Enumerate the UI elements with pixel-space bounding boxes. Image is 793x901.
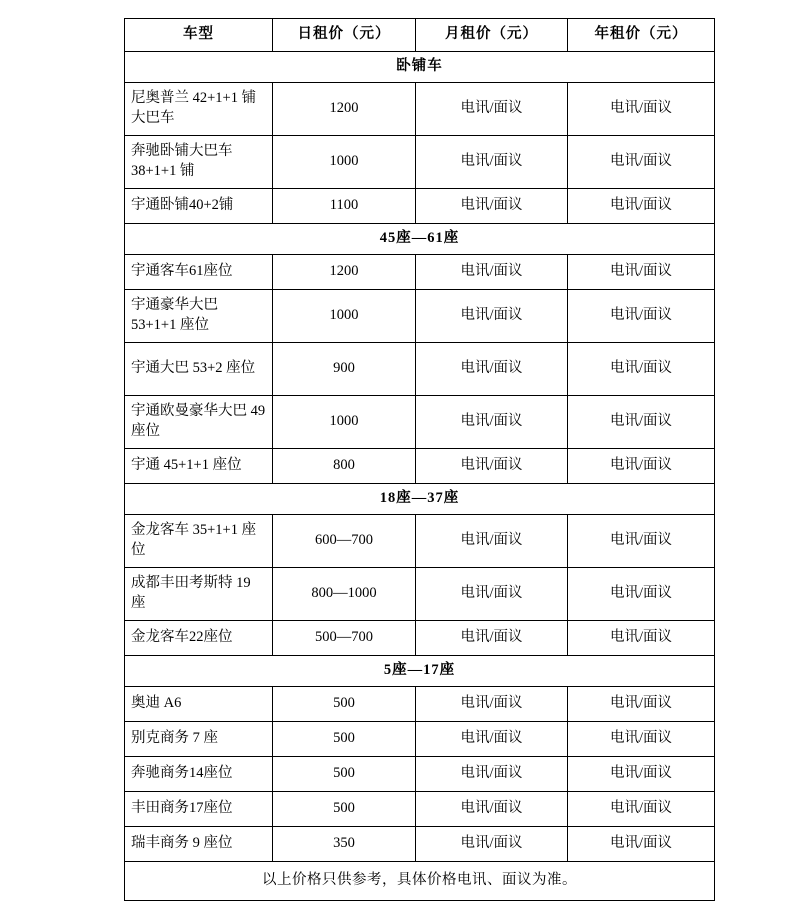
table-row xyxy=(125,255,715,290)
cell-month-rate: 电讯/面议 xyxy=(416,722,568,757)
cell-model: 宇通豪华大巴 53+1+1 座位 xyxy=(125,290,273,343)
section-header-row xyxy=(125,52,715,83)
cell-year-rate: 电讯/面议 xyxy=(568,189,715,224)
cell-model: 宇通卧铺40+2铺 xyxy=(125,189,273,224)
cell-month-rate: 电讯/面议 xyxy=(416,515,568,568)
cell-model: 宇通大巴 53+2 座位 xyxy=(125,343,273,396)
table-row xyxy=(125,343,715,396)
table-footer-row xyxy=(125,862,715,901)
cell-day-rate: 1200 xyxy=(273,83,416,136)
table-row xyxy=(125,136,715,189)
cell-year-rate: 电讯/面议 xyxy=(568,827,715,862)
cell-year-rate: 电讯/面议 xyxy=(568,568,715,621)
cell-month-rate: 电讯/面议 xyxy=(416,568,568,621)
cell-model: 金龙客车 35+1+1 座位 xyxy=(125,515,273,568)
cell-year-rate: 电讯/面议 xyxy=(568,255,715,290)
table-row xyxy=(125,827,715,862)
cell-month-rate: 电讯/面议 xyxy=(416,827,568,862)
cell-year-rate: 电讯/面议 xyxy=(568,792,715,827)
cell-year-rate: 电讯/面议 xyxy=(568,621,715,656)
cell-day-rate: 1000 xyxy=(273,396,416,449)
table-row xyxy=(125,687,715,722)
table-body xyxy=(125,19,715,901)
cell-day-rate: 600—700 xyxy=(273,515,416,568)
table-row xyxy=(125,449,715,484)
cell-model: 奔驰商务14座位 xyxy=(125,757,273,792)
cell-month-rate: 电讯/面议 xyxy=(416,792,568,827)
cell-model: 瑞丰商务 9 座位 xyxy=(125,827,273,862)
cell-day-rate: 500 xyxy=(273,757,416,792)
cell-day-rate: 800—1000 xyxy=(273,568,416,621)
section-header-row xyxy=(125,224,715,255)
cell-model: 尼奥普兰 42+1+1 铺大巴车 xyxy=(125,83,273,136)
cell-day-rate: 500—700 xyxy=(273,621,416,656)
cell-day-rate: 350 xyxy=(273,827,416,862)
cell-year-rate: 电讯/面议 xyxy=(568,515,715,568)
table-row xyxy=(125,83,715,136)
cell-month-rate: 电讯/面议 xyxy=(416,757,568,792)
cell-month-rate: 电讯/面议 xyxy=(416,255,568,290)
section-title: 18座—37座 xyxy=(125,484,715,515)
table-row xyxy=(125,396,715,449)
header-cell-month-rate: 月租价（元） xyxy=(416,19,568,52)
cell-day-rate: 900 xyxy=(273,343,416,396)
cell-day-rate: 500 xyxy=(273,722,416,757)
cell-month-rate: 电讯/面议 xyxy=(416,290,568,343)
cell-day-rate: 1100 xyxy=(273,189,416,224)
cell-model: 奔驰卧铺大巴车 38+1+1 铺 xyxy=(125,136,273,189)
table-row xyxy=(125,757,715,792)
cell-model: 别克商务 7 座 xyxy=(125,722,273,757)
cell-year-rate: 电讯/面议 xyxy=(568,449,715,484)
cell-year-rate: 电讯/面议 xyxy=(568,136,715,189)
cell-month-rate: 电讯/面议 xyxy=(416,687,568,722)
cell-year-rate: 电讯/面议 xyxy=(568,343,715,396)
footer-note: 以上价格只供参考，具体价格电讯、面议为准。 xyxy=(125,862,715,901)
table-row xyxy=(125,568,715,621)
cell-month-rate: 电讯/面议 xyxy=(416,136,568,189)
cell-month-rate: 电讯/面议 xyxy=(416,343,568,396)
cell-year-rate: 电讯/面议 xyxy=(568,290,715,343)
table-row xyxy=(125,290,715,343)
cell-model: 宇通 45+1+1 座位 xyxy=(125,449,273,484)
cell-model: 成都丰田考斯特 19 座 xyxy=(125,568,273,621)
table-row xyxy=(125,189,715,224)
cell-model: 宇通欧曼豪华大巴 49 座位 xyxy=(125,396,273,449)
cell-month-rate: 电讯/面议 xyxy=(416,189,568,224)
cell-model: 奥迪 A6 xyxy=(125,687,273,722)
header-cell-model: 车型 xyxy=(125,19,273,52)
cell-model: 丰田商务17座位 xyxy=(125,792,273,827)
header-cell-day-rate: 日租价（元） xyxy=(273,19,416,52)
cell-day-rate: 1200 xyxy=(273,255,416,290)
table-header-row xyxy=(125,19,715,52)
cell-model: 金龙客车22座位 xyxy=(125,621,273,656)
section-title: 5座—17座 xyxy=(125,656,715,687)
section-title: 45座—61座 xyxy=(125,224,715,255)
rate-table-container xyxy=(124,18,714,901)
cell-month-rate: 电讯/面议 xyxy=(416,621,568,656)
cell-month-rate: 电讯/面议 xyxy=(416,83,568,136)
cell-day-rate: 500 xyxy=(273,687,416,722)
table-row xyxy=(125,515,715,568)
cell-month-rate: 电讯/面议 xyxy=(416,449,568,484)
cell-year-rate: 电讯/面议 xyxy=(568,83,715,136)
table-row xyxy=(125,722,715,757)
section-title: 卧铺车 xyxy=(125,52,715,83)
cell-month-rate: 电讯/面议 xyxy=(416,396,568,449)
cell-year-rate: 电讯/面议 xyxy=(568,396,715,449)
table-row xyxy=(125,792,715,827)
cell-year-rate: 电讯/面议 xyxy=(568,722,715,757)
header-cell-year-rate: 年租价（元） xyxy=(568,19,715,52)
cell-model: 宇通客车61座位 xyxy=(125,255,273,290)
table-row xyxy=(125,621,715,656)
cell-day-rate: 1000 xyxy=(273,290,416,343)
cell-year-rate: 电讯/面议 xyxy=(568,757,715,792)
section-header-row xyxy=(125,484,715,515)
cell-day-rate: 800 xyxy=(273,449,416,484)
vehicle-rate-table xyxy=(124,18,715,901)
cell-day-rate: 500 xyxy=(273,792,416,827)
cell-day-rate: 1000 xyxy=(273,136,416,189)
cell-year-rate: 电讯/面议 xyxy=(568,687,715,722)
section-header-row xyxy=(125,656,715,687)
